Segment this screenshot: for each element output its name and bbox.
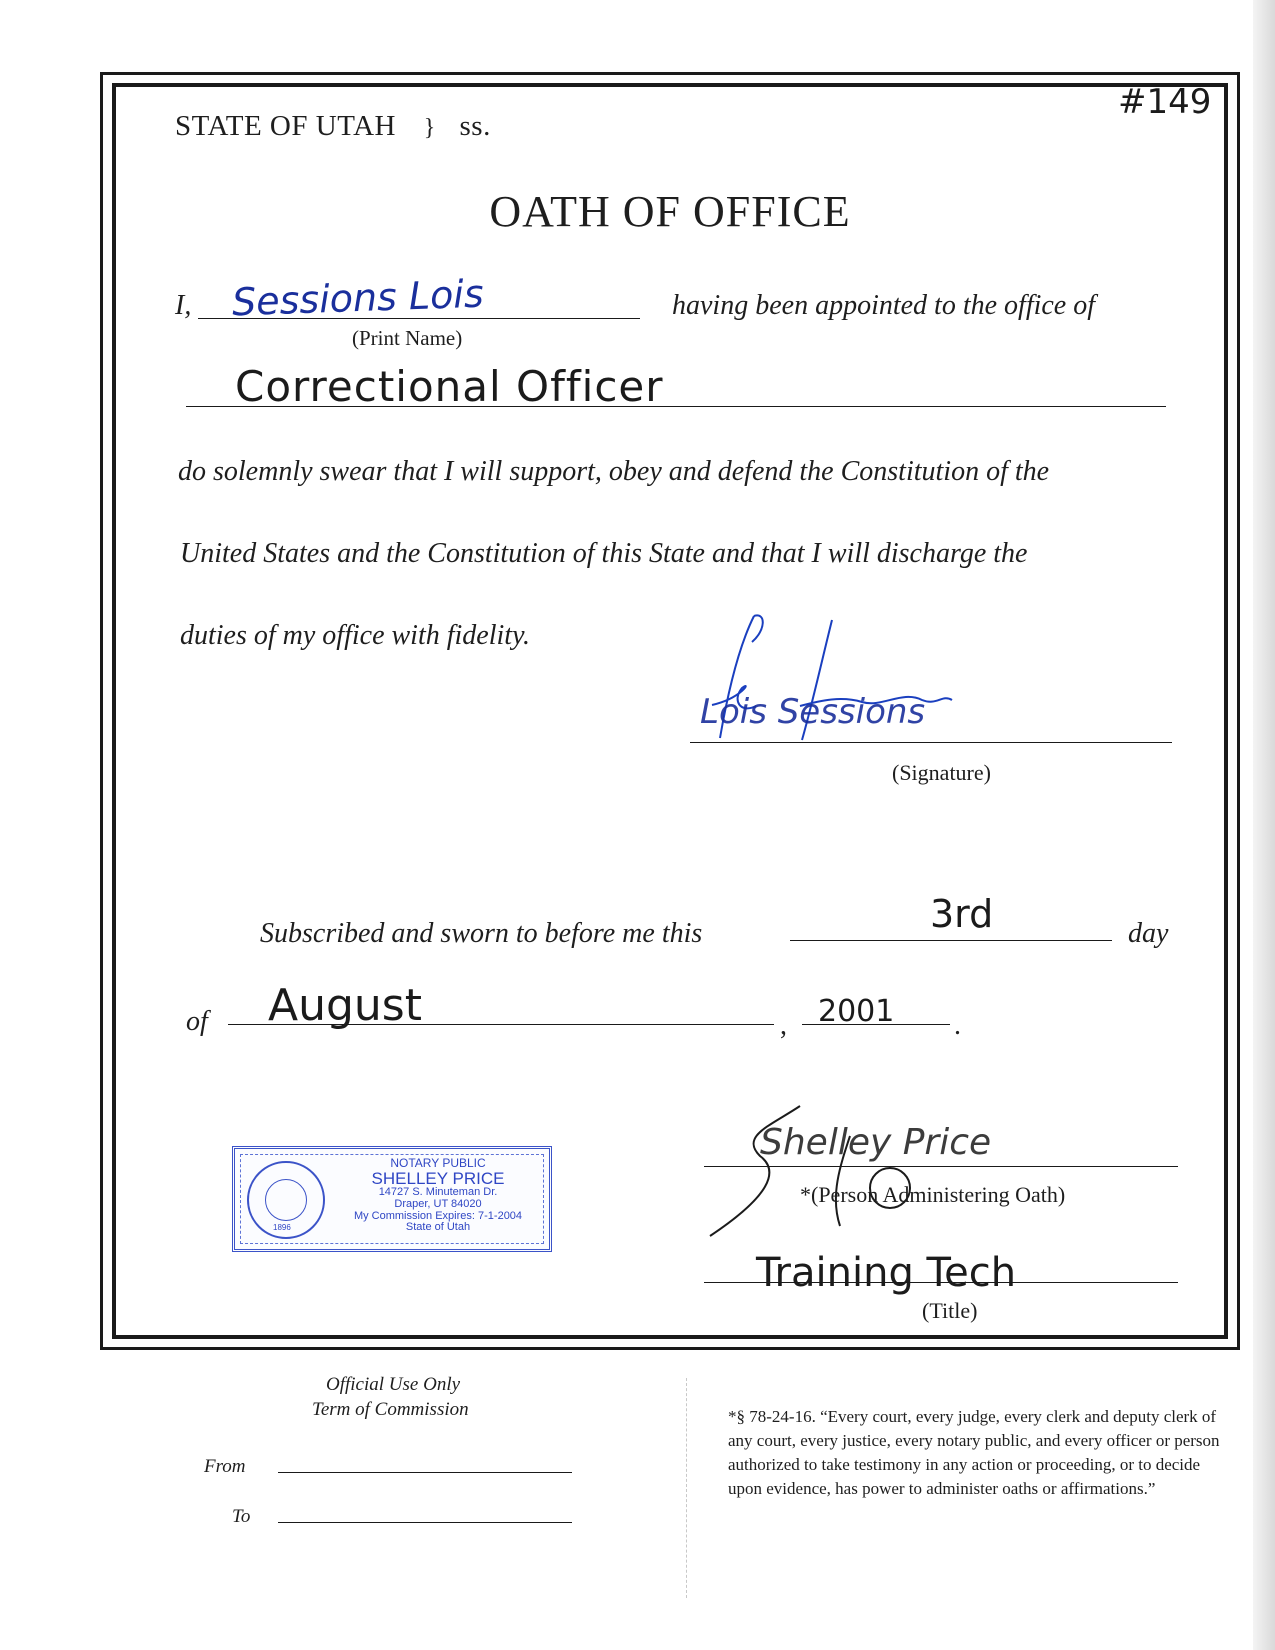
name-value: Sessions Lois bbox=[231, 271, 485, 325]
oath-body-line-1: do solemnly swear that I will support, obey and defend the Constitution of the bbox=[178, 456, 1050, 487]
state-seal bbox=[247, 1161, 325, 1239]
stamp-line-5: My Commission Expires: 7-1-2004 bbox=[353, 1209, 523, 1222]
oath-body-line-3: duties of my office with fidelity. bbox=[180, 620, 530, 651]
official-use-heading: Official Use Only bbox=[326, 1374, 461, 1395]
day-label: day bbox=[1128, 918, 1169, 949]
comma: , bbox=[780, 1010, 787, 1041]
from-line bbox=[278, 1472, 572, 1473]
oath-taker-signature: Lois Sessions bbox=[700, 692, 926, 732]
seal-year: 1896 bbox=[273, 1223, 291, 1232]
signature-label: (Signature) bbox=[892, 760, 991, 785]
of-label: of bbox=[186, 1006, 208, 1037]
column-divider bbox=[686, 1378, 687, 1598]
administrator-signature-graphic bbox=[700, 1096, 1100, 1246]
title-value: Training Tech bbox=[756, 1250, 1017, 1296]
notary-stamp-text bbox=[333, 1157, 543, 1234]
brace: } bbox=[423, 115, 436, 141]
title-label: (Title) bbox=[922, 1298, 978, 1323]
ss-label: ss. bbox=[459, 110, 491, 142]
appointed-text: having been appointed to the office of bbox=[672, 290, 1096, 321]
statute-footnote: *§ 78-24-16. “Every court, every judge, every clerk and deputy clerk of any court, every justice, every notary public, and every officer or person authorized to take testimony in any action or proceeding, or to decide upon evidence, has power to administer oaths or affirmations.” bbox=[728, 1407, 1220, 1499]
day-line bbox=[790, 940, 1112, 941]
year-value: 2001 bbox=[818, 994, 895, 1029]
state-header bbox=[175, 110, 491, 143]
signature-line bbox=[690, 742, 1172, 743]
day-value: 3rd bbox=[930, 892, 994, 936]
page-edge bbox=[1253, 0, 1275, 1650]
case-number: #149 bbox=[1118, 82, 1212, 122]
office-value: Correctional Officer bbox=[235, 362, 664, 411]
administrator-line bbox=[704, 1166, 1178, 1167]
state-seal-inner bbox=[265, 1179, 307, 1221]
from-label: From bbox=[204, 1456, 246, 1477]
subscribed-text: Subscribed and sworn to before me this bbox=[260, 918, 703, 949]
notary-stamp bbox=[232, 1146, 552, 1252]
oath-body-line-2: United States and the Constitution of this State and that I will discharge the bbox=[180, 538, 1028, 569]
stamp-line-1: NOTARY PUBLIC bbox=[390, 1156, 486, 1170]
to-line bbox=[278, 1522, 572, 1523]
stamp-line-3: 14727 S. Minuteman Dr. bbox=[378, 1186, 498, 1199]
pronoun-i: I, bbox=[175, 290, 192, 321]
stamp-line-4: Draper, UT 84020 bbox=[394, 1197, 482, 1210]
print-name-label: (Print Name) bbox=[352, 326, 463, 350]
administrator-label: *(Person Administering Oath) bbox=[800, 1182, 1066, 1207]
month-value: August bbox=[268, 980, 422, 1031]
document-title: OATH OF OFFICE bbox=[489, 187, 851, 236]
term-of-commission-heading: Term of Commission bbox=[312, 1399, 469, 1420]
stamp-line-2: SHELLEY PRICE bbox=[371, 1168, 505, 1188]
to-label: To bbox=[232, 1506, 251, 1527]
state-name: STATE OF UTAH bbox=[175, 110, 396, 142]
title-line bbox=[704, 1282, 1178, 1283]
period: . bbox=[954, 1010, 961, 1041]
administrator-signature: Shelley Price bbox=[760, 1122, 992, 1163]
stamp-line-6: State of Utah bbox=[405, 1221, 471, 1234]
